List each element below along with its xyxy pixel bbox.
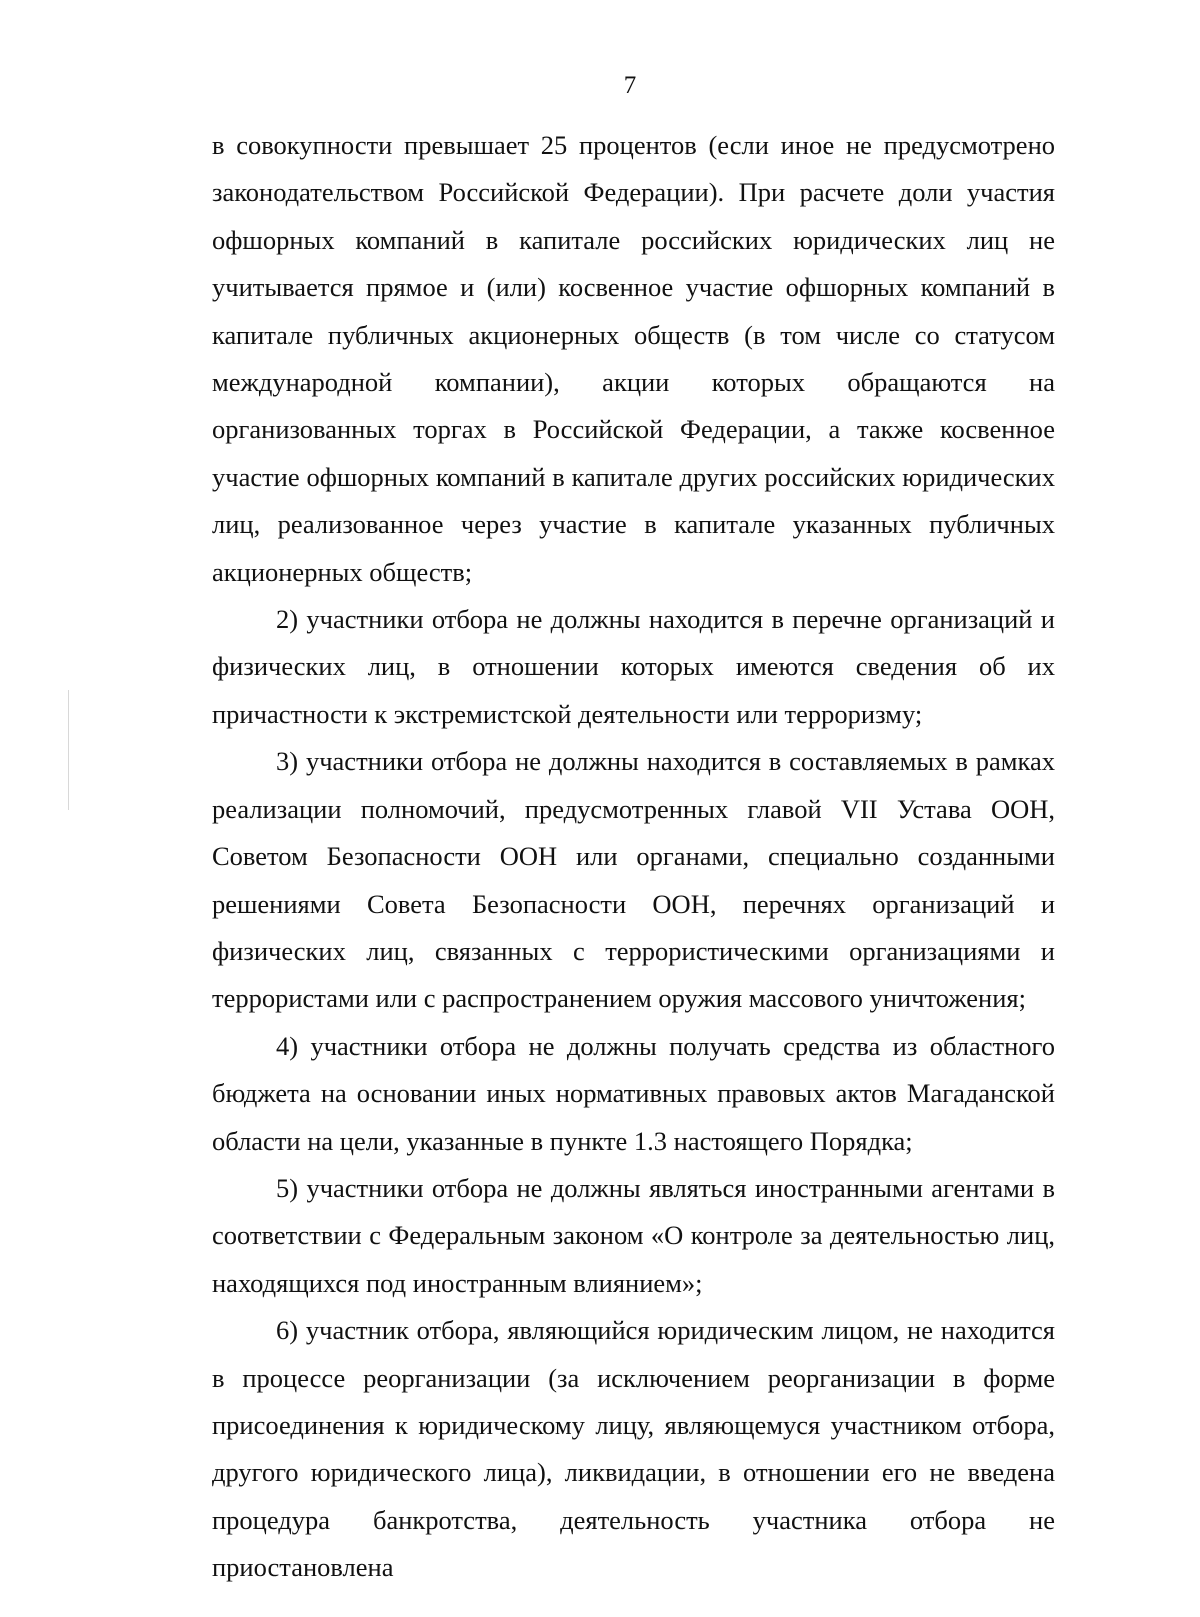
paragraph-item-5: 5) участники отбора не должны являться иностранными агентами в соответствии с Федеральным законом «О контроле за деятельностью лиц, находящихся под иностранным влиянием»;	[212, 1172, 1055, 1298]
paragraph-item-4: 4) участники отбора не должны получать средства из областного бюджета на основании иных нормативных правовых актов Магаданской области на цели, указанные в пункте 1.3 настоящего Порядка;	[212, 1030, 1055, 1156]
paragraph-item-3: 3) участники отбора не должны находится в составляемых в рамках реализации полномочий, предусмотренных главой VII Устава ООН, Советом Безопасности ООН или органами, специально созданными решениями Совета Безопасности ООН, перечнях организаций и физических лиц, связанных с террористическими организациями и террористами или с распространением оружия массового уничтожения;	[212, 746, 1055, 1014]
scan-margin-mark	[68, 690, 69, 810]
paragraph-item-2: 2) участники отбора не должны находится в перечне организаций и физических лиц, в отношении которых имеются сведения об их причастности к экстремистской деятельности или терроризму;	[212, 604, 1055, 729]
page-number: 7	[623, 72, 637, 99]
paragraph-continuation: в совокупности превышает 25 процентов (если иное не предусмотрено законодательством Российской Федерации). При расчете доли участия офшорных компаний в капитале российских юридических лиц не учитывается прямое и (или) косвенное участие офшорных компаний в капитале публичных акционерных обществ (в том числе со статусом международной компании), акции которых обращаются на организованных торгах в Российской Федерации, а также косвенное участие офшорных компаний в капитале других российских юридических лиц, реализованное через участие в капитале указанных публичных акционерных обществ;	[212, 130, 1055, 587]
paragraph-item-6: 6) участник отбора, являющийся юридическим лицом, не находится в процессе реорганизации (за исключением реорганизации в форме присоединения к юридическому лицу, являющемуся участником отбора, другого юридического лица), ликвидации, в отношении его не введена процедура банкротства, деятельность участника отбора не приостановлена	[212, 1315, 1055, 1583]
document-body	[212, 122, 1055, 1592]
